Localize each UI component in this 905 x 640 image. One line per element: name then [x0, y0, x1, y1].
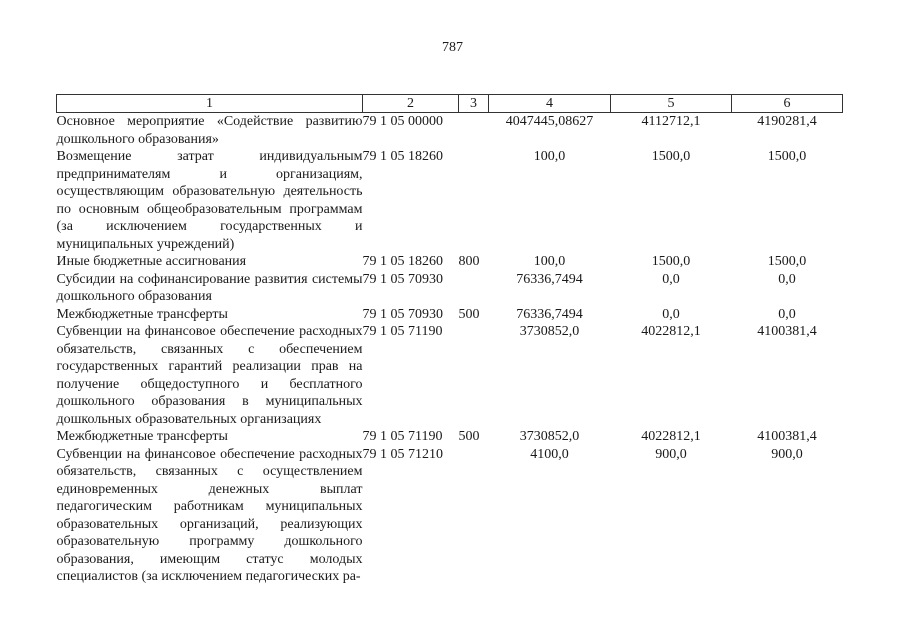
- row-code: 79 1 05 71190: [362, 324, 443, 339]
- header-row: [57, 95, 843, 113]
- row-value-2: 1500,0: [651, 254, 691, 269]
- row-value-3: 4190281,4: [757, 114, 817, 129]
- row-code: 79 1 05 00000: [362, 114, 443, 129]
- row-value-2: 4022812,1: [641, 324, 701, 339]
- column-header: 3: [459, 95, 489, 113]
- row-value-3: 4100381,4: [757, 324, 817, 339]
- row-name: Иные бюджетные ассигнования: [56, 254, 247, 269]
- column-header: 1: [57, 95, 363, 113]
- row-value-2: 4022812,1: [641, 429, 701, 444]
- row-code: 79 1 05 71210: [362, 446, 443, 462]
- row-value-2: 0,0: [662, 306, 680, 322]
- page-number: 787: [442, 40, 463, 55]
- row-value-1: 100,0: [533, 254, 566, 269]
- row-value-2: 1500,0: [651, 149, 691, 164]
- table-row: [57, 446, 843, 586]
- row-code: 79 1 05 18260: [362, 254, 443, 269]
- row-name: Субсидии на софинансирование развития системы дошкольного образования: [56, 271, 363, 304]
- row-value-1: 4047445,08627: [505, 114, 594, 129]
- row-value-1: 76336,7494: [516, 271, 583, 287]
- row-value-1: 100,0: [533, 149, 566, 164]
- table-row: [57, 306, 843, 324]
- row-value-1: 4100,0: [530, 446, 569, 462]
- row-type: 500: [458, 306, 480, 322]
- row-value-3: 1500,0: [767, 254, 807, 269]
- row-value-3: 4100381,4: [757, 429, 817, 444]
- row-name: Межбюджетные трансферты: [56, 306, 228, 322]
- column-header: 2: [363, 95, 459, 113]
- column-header: 4: [489, 95, 611, 113]
- row-value-1: 3730852,0: [519, 429, 580, 444]
- row-code: 79 1 05 18260: [362, 149, 443, 164]
- row-value-3: 0,0: [778, 271, 796, 287]
- table-row: [57, 148, 843, 253]
- row-value-3: 1500,0: [767, 149, 807, 164]
- row-type: 800: [458, 254, 480, 269]
- row-type: [459, 148, 489, 253]
- row-value-1: 3730852,0: [519, 324, 580, 339]
- row-type: 500: [458, 429, 480, 444]
- row-code: 79 1 05 71190: [362, 429, 443, 444]
- row-code: 79 1 05 70930: [362, 306, 443, 322]
- table-row: [57, 323, 843, 428]
- row-name: Возмещение затрат индивидуальным предпринимателям и организациям, осуществляющим образовательную деятельность по основным общеобразовательным программам (за исключением государственных и муниципальных учреждений): [56, 149, 363, 252]
- row-value-2: 900,0: [655, 446, 687, 462]
- row-type: [459, 323, 489, 428]
- row-type: [459, 113, 489, 149]
- row-value-2: 4112712,1: [641, 114, 701, 129]
- row-type: [459, 271, 489, 306]
- row-value-3: 900,0: [771, 446, 803, 462]
- table-row: [57, 271, 843, 306]
- row-value-1: 76336,7494: [516, 306, 583, 322]
- row-type: [459, 446, 489, 586]
- row-code: 79 1 05 70930: [362, 271, 443, 287]
- table-row: [57, 113, 843, 149]
- table-row: [57, 428, 843, 446]
- row-name: Основное мероприятие «Содействие развитию дошкольного образования»: [56, 114, 363, 147]
- table-row: [57, 253, 843, 271]
- row-name: Субвенции на финансовое обеспечение расходных обязательств, связанных с осуществлением единовременных денежных выплат педагогическим работникам муниципальных образовательных организаций, реализующих образовательную программу дошкольного образования, имеющим статус молодых специалистов (за исключением педагогических ра-: [56, 446, 363, 584]
- column-header: 5: [611, 95, 732, 113]
- column-header: 6: [732, 95, 843, 113]
- row-value-2: 0,0: [662, 271, 680, 287]
- budget-table: [56, 94, 843, 586]
- row-name: Субвенции на финансовое обеспечение расходных обязательств, связанных с обеспечением государственных гарантий реализации прав на получение общедоступного и бесплатного дошкольного образования в муниципальных дошкольных образовательных организациях: [56, 324, 363, 427]
- row-name: Межбюджетные трансферты: [56, 429, 228, 444]
- row-value-3: 0,0: [778, 306, 796, 322]
